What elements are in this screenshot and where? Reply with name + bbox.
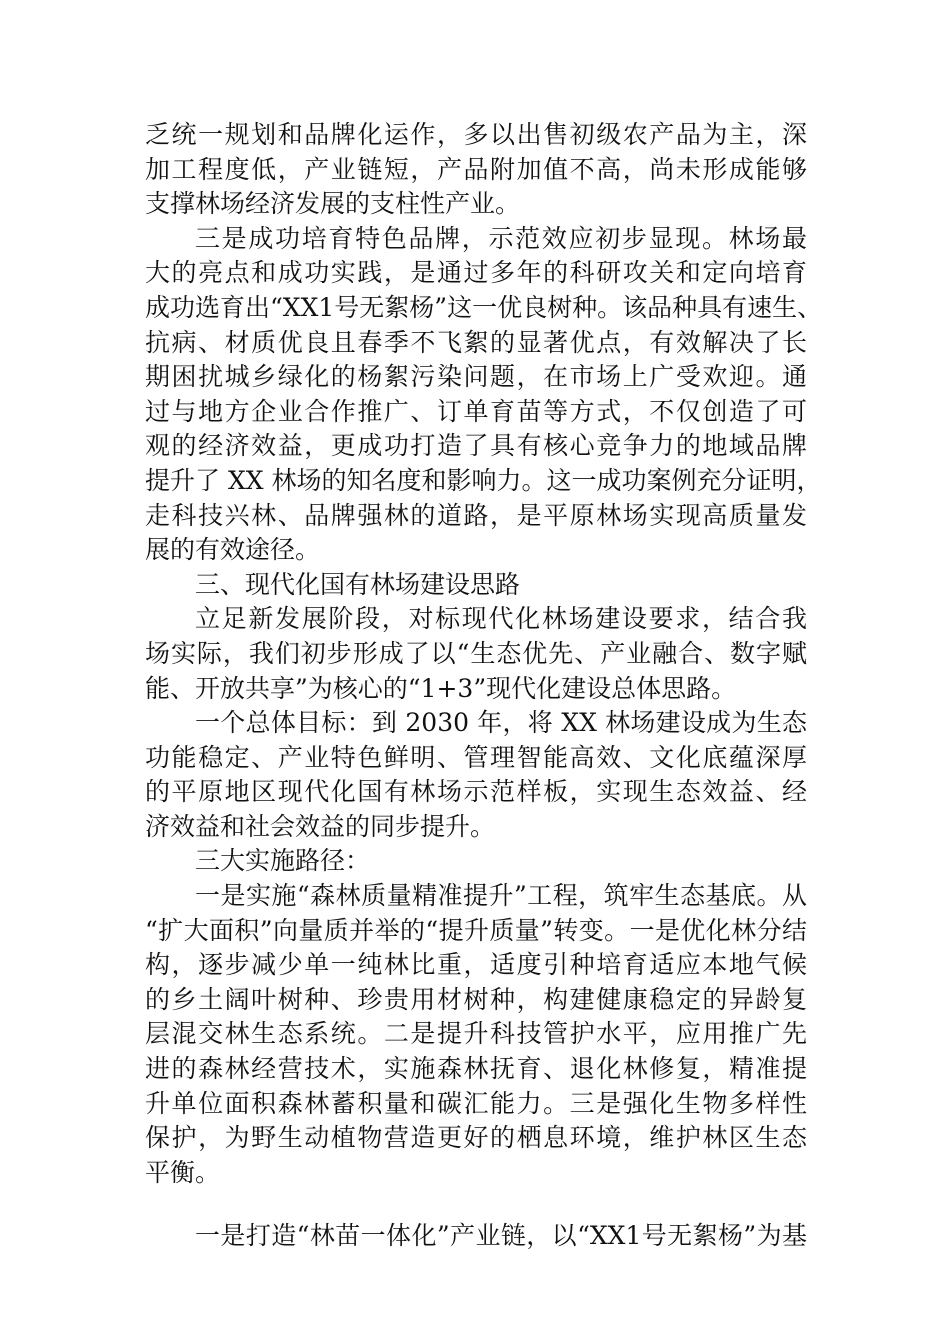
text-line: 一是实施“森林质量精准提升”工程，筑牢生态基底。从 xyxy=(195,881,807,911)
text-line: 一是打造“林苗一体化”产业链，以“XX1号无絮杨”为基 xyxy=(195,1221,807,1251)
text-line: 成功选育出“XX1号无絮杨”这一优良树种。该品种具有速生、 xyxy=(145,292,823,322)
text-line: 的平原地区现代化国有林场示范样板，实现生态效益、经 xyxy=(145,777,807,807)
text-line: 大的亮点和成功实践，是通过多年的科研攻关和定向培育 xyxy=(145,258,807,288)
text-line: 构，逐步减少单一纯林比重，适度引种培育适应本地气候 xyxy=(145,950,807,980)
paragraph xyxy=(145,879,807,1190)
text-line: 功能稳定、产业特色鲜明、管理智能高效、文化底蕴深厚 xyxy=(145,742,807,772)
paragraph xyxy=(145,222,823,568)
text-line: 期困扰城乡绿化的杨絮污染问题，在市场上广受欢迎。通 xyxy=(145,362,807,392)
text-line: 一个总体目标：到 2030 年，将 XX 林场建设成为生态 xyxy=(195,708,807,738)
text-line: 三大实施路径： xyxy=(195,846,371,876)
text-line: 过与地方企业合作推广、订单育苗等方式，不仅创造了可 xyxy=(145,396,807,426)
text-line: 走科技兴林、品牌强林的道路，是平原林场实现高质量发 xyxy=(145,500,807,530)
text-line: 三是成功培育特色品牌，示范效应初步显现。林场最 xyxy=(195,223,807,253)
text-line: 立足新发展阶段，对标现代化林场建设要求，结合我 xyxy=(195,604,807,634)
text-line: 平衡。 xyxy=(145,1157,221,1187)
text-line: 场实际，我们初步形成了以“生态优先、产业融合、数字赋 xyxy=(145,638,807,668)
text-line: 支撑林场经济发展的支柱性产业。 xyxy=(145,189,521,219)
text-line: 的乡土阔叶树种、珍贵用材树种，构建健康稳定的异龄复 xyxy=(145,984,807,1014)
paragraph xyxy=(145,602,807,706)
text-line: 展的有效途径。 xyxy=(145,535,321,565)
text-line: 抗病、材质优良且春季不飞絮的显著优点，有效解决了长 xyxy=(145,327,807,357)
text-line: “扩大面积”向量质并举的“提升质量”转变。一是优化林分结 xyxy=(145,915,807,945)
text-line: 济效益和社会效益的同步提升。 xyxy=(145,811,496,841)
text-line: 乏统一规划和品牌化运作，多以出售初级农产品为主，深 xyxy=(145,120,807,149)
text-line: 保护，为野生动植物营造更好的栖息环境，维护林区生态 xyxy=(145,1123,807,1153)
text-line: 观的经济效益，更成功打造了具有核心竞争力的地域品牌 xyxy=(145,431,807,461)
text-line: 三、现代化国有林场建设思路 xyxy=(195,569,521,599)
text-line: 能、开放共享”为核心的“1+3”现代化建设总体思路。 xyxy=(145,673,737,703)
paragraph xyxy=(145,706,807,844)
paragraph xyxy=(145,1219,807,1254)
document-body xyxy=(145,118,823,1254)
paragraph xyxy=(145,844,807,879)
text-line: 进的森林经营技术，实施森林抚育、退化林修复，精准提 xyxy=(145,1054,807,1084)
text-line: 提升了 XX 林场的知名度和影响力。这一成功案例充分证明， xyxy=(145,465,822,495)
text-line: 层混交林生态系统。二是提升科技管护水平，应用推广先 xyxy=(145,1019,807,1049)
text-line: 加工程度低，产业链短，产品附加值不高，尚未形成能够 xyxy=(145,154,807,184)
paragraph xyxy=(145,568,807,603)
text-line: 升单位面积森林蓄积量和碳汇能力。三是强化生物多样性 xyxy=(145,1088,807,1118)
paragraph xyxy=(145,118,807,222)
